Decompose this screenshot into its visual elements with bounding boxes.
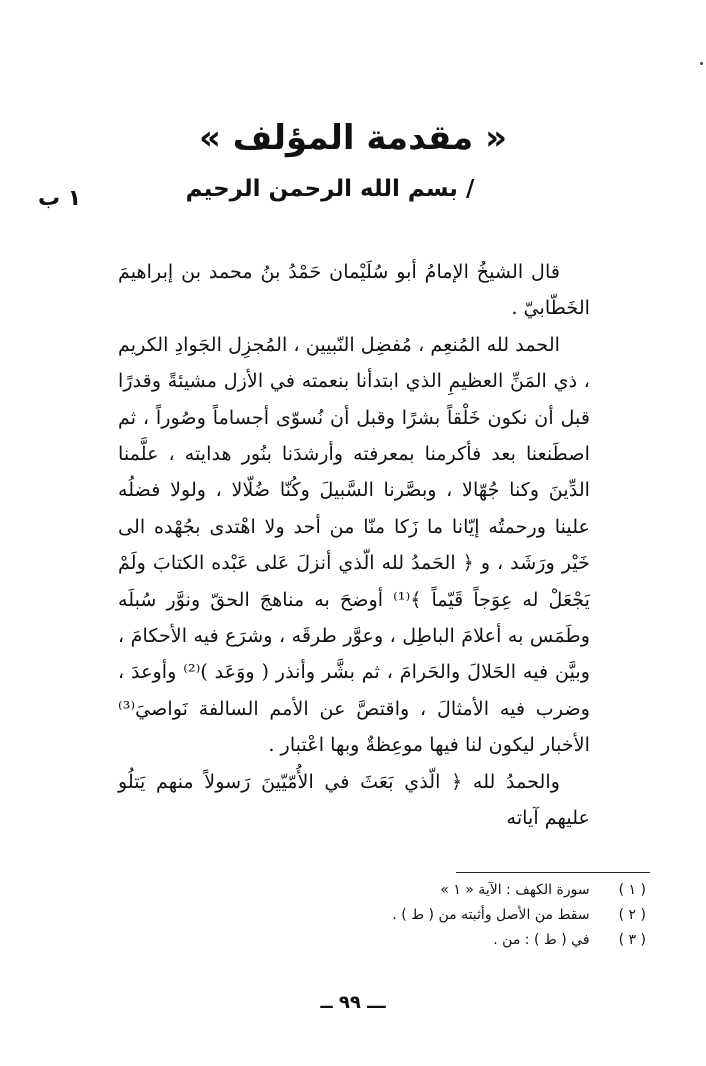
page-number: ـــ ٩٩ ــ [320,992,386,1013]
footnotes [250,878,646,953]
manuscript-folio-marker: ١ ب [38,186,82,211]
main-text [118,254,590,837]
footnote-number: ( ١ ) [618,882,646,898]
paragraph-praise: الحمد لله المُنعِم ، مُفضِل النّبيين ، المُجزِل الجَوادِ الكريم ، ذي المَنِّ العظيمِ الذي ابتدأنا بنعمته في الأزل مشيئةً وقدرًا قبل أن نكون خَلْقاً بشرًا وقبل أن نُسوّى أجساماً وصُوراً ، ثم اصطَنعنا بعد فأكرمنا بمعرفته وأرشدَنا بنُور هدايته ، علَّمنا الدِّينَ وكنا جُهّالا ، وبصَّرنا السَّبيلَ وكُنّا ضُلّالا ، ولولا فضلُه علينا ورحمتُه إيّانا ما زَكا منّا من أحد ولا اهْتدى بجُهْده الى خَيْر ورَشَد ، و ﴿ الحَمدُ لله الّذي أنزلَ عَلى عَبْده الكتابَ ولَمْ يَجْعَلْ له عِوَجاً قَيّماً ﴾⁽¹⁾ أوضحَ به مناهجَ الحقّ ونوَّر سُبلَه وطَمَس به أعلامَ الباطِل ، وعوَّر طرقَه ، وشرَع فيه الأحكامَ ، وبيَّن فيه الحَلالَ والحَرامَ ، ثم بشَّر وأنذر ( ووَعَد )⁽²⁾ وأوعدَ ، وضرب فيه الأمثالَ ، واقتصَّ عن الأمم السالفة نَواصيَ⁽³⁾ الأخبار ليكون لنا فيها موعِظةٌ وبها اعْتبار . [118,332,591,757]
footnote-item [250,903,646,928]
page-speck [700,62,703,65]
footnote-text: في ( ط ) : من . [493,932,590,948]
footnote-separator [456,872,650,873]
paragraph-intro: قال الشيخُ الإمامُ أبو سُلَيْمان حَمْدُ بنُ محمد بن إبراهيمَ الخَطّابيّ . [118,260,590,320]
footnote-item [250,878,646,903]
footnote-text: سقط من الأصل وأثبته من ( ط ) . [392,907,590,923]
basmala-line: / بسم الله الرحمن الرحيم [185,176,475,202]
footnote-number: ( ٢ ) [618,907,646,923]
footnote-item [250,928,646,953]
footnote-number: ( ٣ ) [618,932,646,948]
paragraph-continuation: والحمدُ لله ﴿ الّذي بَعَثَ في الأُمّيّينَ رَسولاً منهم يَتلُو عليهم آياته [118,769,590,830]
footnote-text: سورة الكهف : الآية « ١ » [440,882,590,898]
chapter-title: « مقدمة المؤلف » [198,118,508,158]
